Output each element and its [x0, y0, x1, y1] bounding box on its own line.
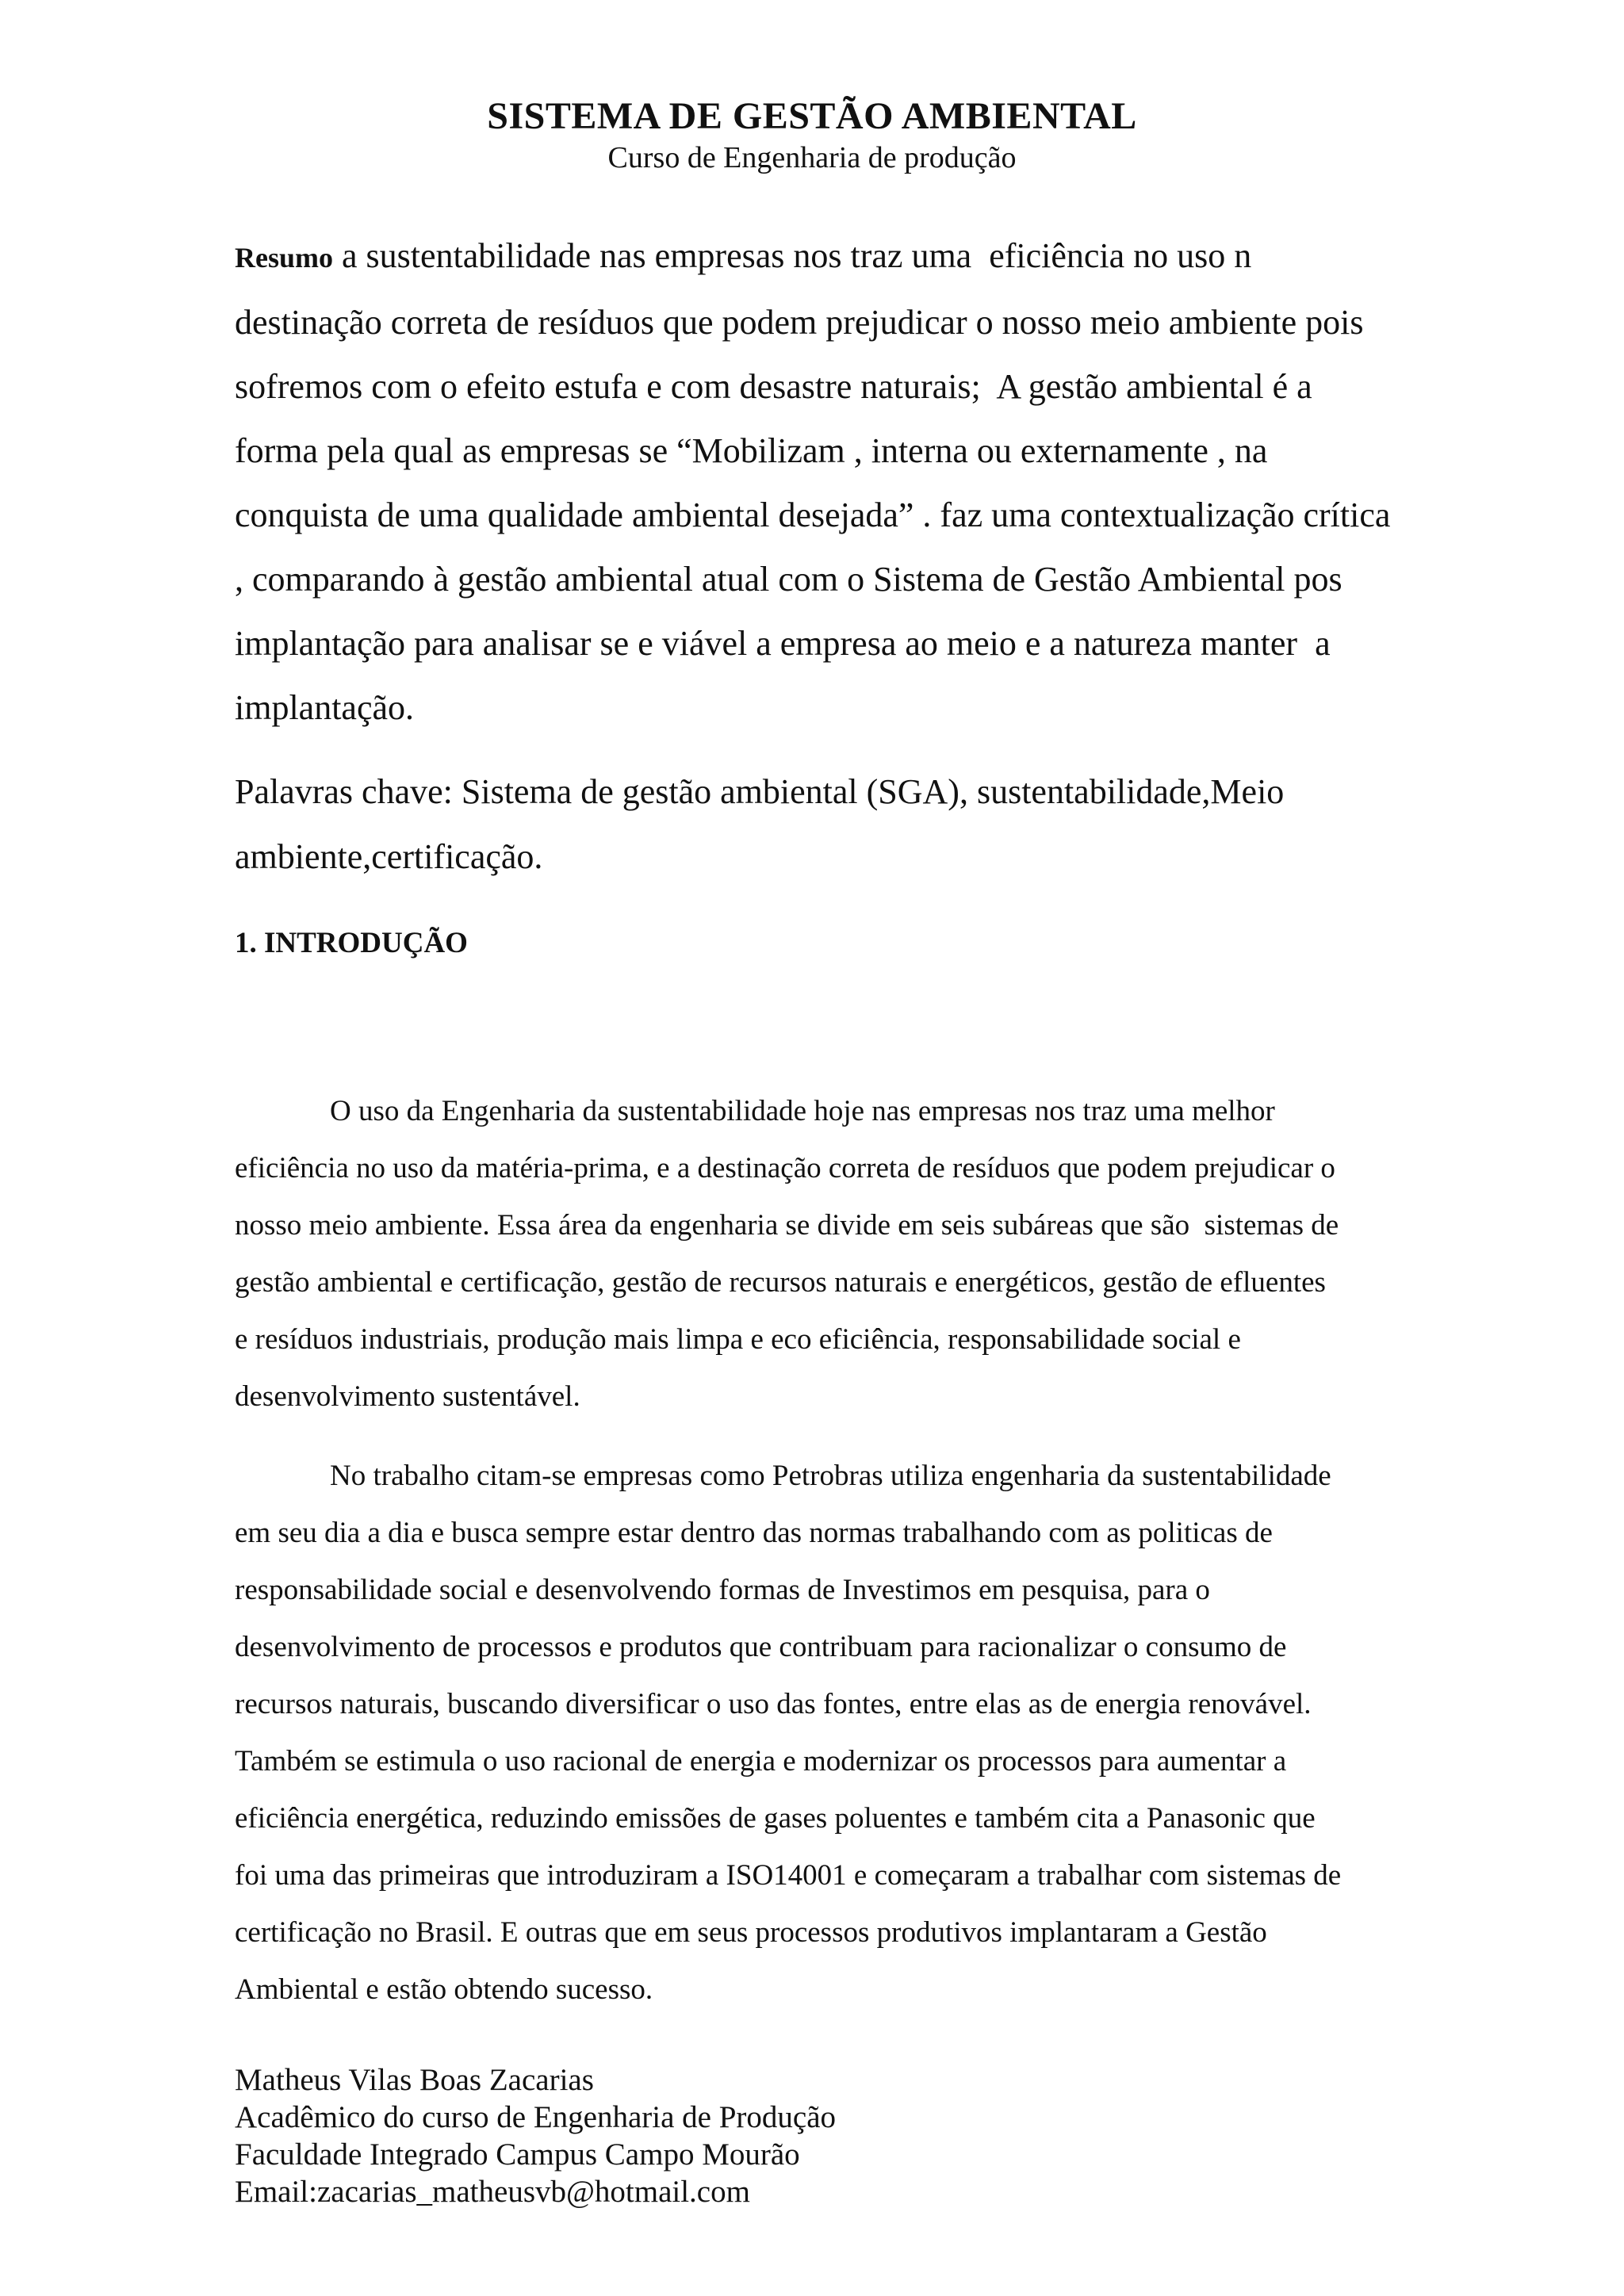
- paragraph-line: recursos naturais, buscando diversificar o uso das fontes, entre elas as de energia renovável.: [235, 1688, 1312, 1720]
- paragraph-line: e resíduos industriais, produção mais limpa e eco eficiência, responsabilidade social e: [235, 1323, 1241, 1356]
- introduction-paragraph-1: [235, 1083, 1503, 1425]
- abstract-line-2: destinação correta de resíduos que podem prejudicar o nosso meio ambiente pois: [235, 303, 1364, 342]
- abstract-line-5: conquista de uma qualidade ambiental desejada” . faz uma contextualização crítica: [235, 496, 1391, 534]
- paragraph-line: desenvolvimento sustentável.: [235, 1380, 580, 1413]
- author-name: Matheus Vilas Boas Zacarias: [235, 2063, 594, 2097]
- author-block: [235, 2061, 836, 2210]
- section-heading-introduction: 1. INTRODUÇÃO: [235, 927, 468, 959]
- paragraph-line: certificação no Brasil. E outras que em seus processos produtivos implantaram a Gestão: [235, 1916, 1267, 1949]
- abstract-label: Resumo: [235, 242, 333, 274]
- paragraph-line: O uso da Engenharia da sustentabilidade hoje nas empresas nos traz uma melhor: [330, 1095, 1275, 1127]
- paragraph-line: gestão ambiental e certificação, gestão de recursos naturais e energéticos, gestão de efluentes: [235, 1266, 1326, 1299]
- paragraph-line: Também se estimula o uso racional de energia e modernizar os processos para aumentar a: [235, 1745, 1287, 1777]
- abstract-line-8: implantação.: [235, 688, 415, 727]
- abstract-text: a sustentabilidade nas empresas nos traz uma eficiência no uso n: [333, 236, 1252, 275]
- paragraph-line: No trabalho citam-se empresas como Petrobras utiliza engenharia da sustentabilidade: [330, 1460, 1331, 1492]
- abstract-line-1: [235, 224, 1488, 290]
- paragraph-line: Ambiental e estão obtendo sucesso.: [235, 1973, 653, 2006]
- abstract-line-7: implantação para analisar se e viável a empresa ao meio e a natureza manter a: [235, 624, 1331, 663]
- author-course: Acadêmico do curso de Engenharia de Produção: [235, 2100, 837, 2134]
- author-email: Email:zacarias_matheusvb@hotmail.com: [235, 2175, 750, 2209]
- keywords-line-1: Palavras chave: Sistema de gestão ambiental (SGA), sustentabilidade,Meio: [235, 772, 1285, 811]
- document-subtitle: Curso de Engenharia de produção: [607, 141, 1017, 174]
- paragraph-line: em seu dia a dia e busca sempre estar dentro das normas trabalhando com as politicas de: [235, 1517, 1273, 1549]
- paragraph-line: eficiência no uso da matéria-prima, e a destinação correta de resíduos que podem prejudicar o: [235, 1152, 1335, 1184]
- paragraph-line: nosso meio ambiente. Essa área da engenharia se divide em seis subáreas que são sistemas de: [235, 1209, 1339, 1242]
- abstract-line-4: forma pela qual as empresas se “Mobilizam , interna ou externamente , na: [235, 431, 1268, 470]
- paragraph-line: responsabilidade social e desenvolvendo formas de Investimos em pesquisa, para o: [235, 1574, 1210, 1606]
- paragraph-line: desenvolvimento de processos e produtos que contribuam para racionalizar o consumo de: [235, 1631, 1287, 1663]
- paragraph-line: foi uma das primeiras que introduziram a ISO14001 e começaram a trabalhar com sistemas de: [235, 1859, 1342, 1892]
- document-title: SISTEMA DE GESTÃO AMBIENTAL: [487, 95, 1137, 137]
- paragraph-line: eficiência energética, reduzindo emissões de gases poluentes e também cita a Panasonic que: [235, 1802, 1316, 1835]
- abstract-section: [235, 224, 1488, 740]
- author-institution: Faculdade Integrado Campus Campo Mourão: [235, 2137, 800, 2172]
- abstract-line-6: , comparando à gestão ambiental atual com o Sistema de Gestão Ambiental pos: [235, 560, 1342, 599]
- introduction-paragraph-2: [235, 1448, 1503, 2019]
- keywords-section: [235, 760, 1488, 890]
- abstract-line-3: sofremos com o efeito estufa e com desastre naturais; A gestão ambiental é a: [235, 367, 1312, 406]
- keywords-line-2: ambiente,certificação.: [235, 837, 543, 876]
